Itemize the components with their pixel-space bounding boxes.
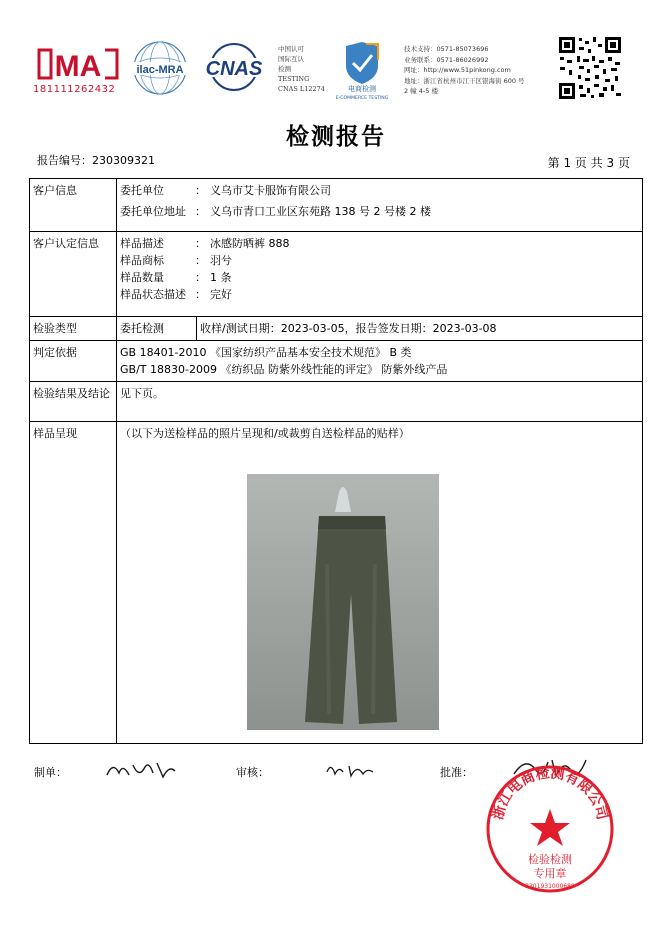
client-address-key: 委托单位地址 — [120, 205, 186, 218]
svg-text:MA: MA — [54, 50, 102, 83]
client-info-row — [30, 179, 643, 232]
presentation-content — [117, 422, 643, 744]
presentation-note: （以下为送检样品的照片呈现和/或裁剪自送检样品的贴样） — [120, 427, 410, 440]
sample-brand-value: 羽兮 — [210, 254, 232, 267]
svg-text:检验检测: 检验检测 — [528, 853, 572, 866]
report-number: 报告编号：230309321 — [37, 154, 155, 167]
sample-brand-key: 样品商标 — [120, 254, 164, 267]
basis-label: 判定依据 — [30, 341, 117, 382]
svg-text:专用章: 专用章 — [533, 867, 567, 880]
sample-desc-value: 冰感防晒裤 888 — [210, 237, 290, 250]
company-seal — [484, 763, 616, 895]
inspection-dates: 收样/测试日期：2023-03-05，报告签发日期：2023-03-08 — [200, 322, 497, 335]
sample-status-key: 样品状态描述 — [120, 288, 186, 301]
contact-info: 技术支持：0571-85073696 业务联系：0571-86026992 网址：http://www.51pinkong.com 地址：浙江省杭州市江干区银海街 600 号 2 幢 4-5 楼 — [404, 45, 525, 95]
inspection-type-label: 检验类型 — [30, 317, 117, 341]
svg-text:3301931000689: 3301931000689 — [525, 883, 575, 890]
client-info-label: 客户信息 — [30, 179, 117, 232]
sample-qty-value: 1 条 — [210, 271, 232, 284]
sample-status-value: 完好 — [210, 288, 232, 301]
basis-content — [117, 341, 643, 382]
confirmed-info-row — [30, 232, 643, 317]
basis-standard-2: GB/T 18830-2009 《纺织品 防紫外线性能的评定》 防紫外线产品 — [120, 363, 448, 376]
basis-row — [30, 341, 643, 382]
client-unit-key: 委托单位 — [120, 184, 164, 197]
inspection-type-row — [30, 317, 643, 341]
client-address-value: 义乌市青口工业区东苑路 138 号 2 号楼 2 楼 — [210, 205, 431, 218]
basis-standard-1: GB 18401-2010 《国家纺织产品基本安全技术规范》 B 类 — [120, 346, 412, 359]
svg-text:ilac-MRA: ilac-MRA — [136, 64, 184, 76]
ilac-mra-logo — [131, 40, 189, 96]
cnas-logo — [196, 42, 272, 92]
made-by-signature — [103, 757, 183, 783]
client-unit-value: 义乌市艾卡服饰有限公司 — [210, 184, 331, 197]
reviewed-label: 审核： — [236, 766, 269, 779]
made-by-label: 制单： — [34, 766, 67, 779]
svg-text:电商检测: 电商检测 — [348, 85, 376, 93]
inspection-type-value: 委托检测 — [117, 317, 197, 340]
client-info-content: 委托单位 ： 义乌市艾卡服饰有限公司 委托单位地址 ： 义乌市青口工业区东苑路 138 号 2 号楼 2 楼 — [117, 179, 643, 232]
svg-text:CNAS: CNAS — [205, 58, 263, 80]
sample-photo — [247, 474, 439, 730]
presentation-label: 样品呈现 — [30, 422, 117, 744]
cma-number: 181111262432 — [33, 84, 116, 95]
result-label: 检验结果及结论 — [30, 382, 117, 422]
result-row — [30, 382, 643, 422]
inspection-type-content — [117, 317, 643, 341]
qr-code[interactable] — [557, 35, 623, 101]
reviewer-signature — [323, 760, 379, 780]
cnas-cert-text: 中国认可 国际互认 检测 TESTING CNAS L12274 — [278, 45, 325, 93]
report-title: 检测报告 — [286, 123, 386, 150]
report-table — [29, 178, 643, 744]
svg-text:E-COMMERCE TESTING: E-COMMERCE TESTING — [335, 96, 389, 100]
svg-text:浙江电商检测有限公司: 浙江电商检测有限公司 — [490, 765, 610, 822]
approved-label: 批准： — [440, 766, 473, 779]
result-value: 见下页。 — [117, 382, 643, 422]
confirmed-info-content: 样品描述 ： 冰感防晒裤 888 样品商标 ： 羽兮 样品数量 ： 1 条 样品状态描述 ： 完好 — [117, 232, 643, 317]
confirmed-info-label: 客户认定信息 — [30, 232, 117, 317]
presentation-row — [30, 422, 643, 744]
sample-qty-key: 样品数量 — [120, 271, 164, 284]
sample-desc-key: 样品描述 — [120, 237, 164, 250]
ecommerce-testing-logo — [322, 40, 402, 100]
page-info: 第 1 页 共 3 页 — [547, 156, 630, 170]
